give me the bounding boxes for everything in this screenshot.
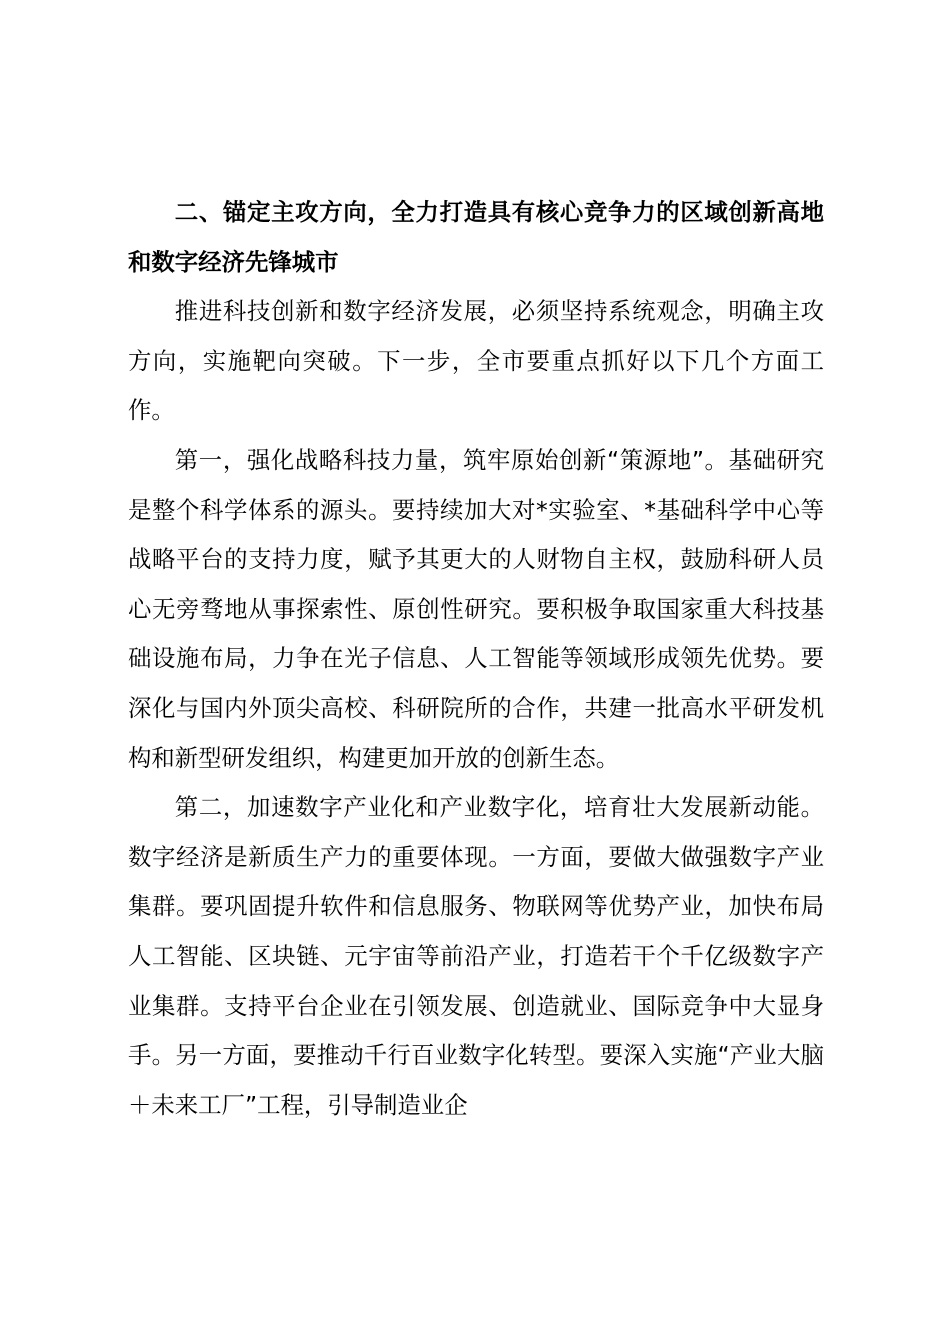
paragraph-intro: 推进科技创新和数字经济发展，必须坚持系统观念，明确主攻方向，实施靶向突破。下一步，全市要重点抓好以下几个方面工作。: [128, 297, 824, 425]
paragraph-first: 第一，强化战略科技力量，筑牢原始创新“策源地”。基础研究是整个科学体系的源头。要持续加大对*实验室、*基础科学中心等战略平台的支持力度，赋予其更大的人财物自主权，鼓励科研人员心无旁骛地从事探索性、原创性研究。要积极争取国家重大科技基础设施布局，力争在光子信息、人工智能等领域形成领先优势。要深化与国内外顶尖高校、科研院所的合作，共建一批高水平研发机构和新型研发组织，构建更加开放的创新生态。: [128, 445, 824, 772]
paragraph-second: 第二，加速数字产业化和产业数字化，培育壮大发展新动能。数字经济是新质生产力的重要体现。一方面，要做大做强数字产业集群。要巩固提升软件和信息服务、物联网等优势产业，加快布局人工智能、区块链、元宇宙等前沿产业，打造若干个千亿级数字产业集群。支持平台企业在引领发展、创造就业、国际竞争中大显身手。另一方面，要推动千行百业数字化转型。要深入实施“产业大脑＋未来工厂”工程，引导制造业企: [128, 793, 824, 1119]
section-heading: 二、锚定主攻方向，全力打造具有核心竞争力的区域创新高地和数字经济先锋城市: [128, 198, 824, 276]
document-page: [128, 188, 824, 1130]
